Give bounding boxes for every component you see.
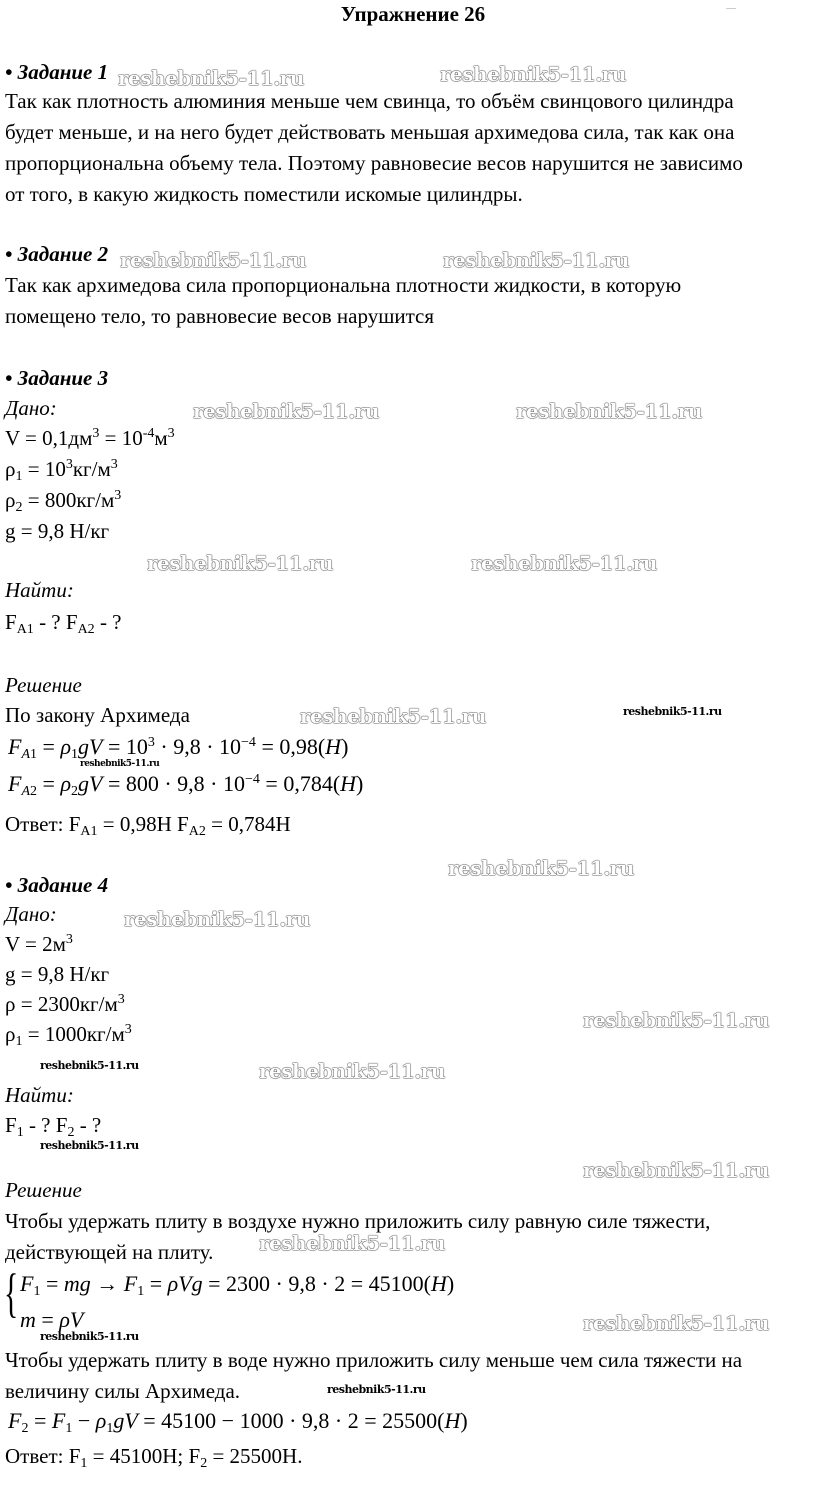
task4-answer: Ответ: $F_1 = 45100Н$; $F_2 = 25500Н$. xyxy=(5,1444,303,1471)
task3-given-label: Дано: xyxy=(5,396,57,420)
task4-text-2-line: величину силы Архимеда. xyxy=(5,1379,241,1403)
task4-equation-2: m = ρV xyxy=(20,1307,84,1332)
task3-given-g: g = 9,8 Н/кг xyxy=(5,519,110,543)
watermark: reshebnik5-11.ru xyxy=(440,62,626,86)
task3-heading: • Задание 3 xyxy=(5,366,109,390)
task4-solution-label: Решение xyxy=(5,1178,82,1202)
watermark-small: reshebnik5-11.ru xyxy=(623,705,722,718)
task2-heading: • Задание 2 xyxy=(5,242,109,266)
task4-given-rho1: $\rho_1 = 1000кг/м^3$ xyxy=(5,1022,132,1049)
task4-equation-1: $F_1$ = mg → $F_1 = \rho Vg = 2300 \cdot 9,8 \cdot 2 = 45100(H)$ xyxy=(20,1271,455,1299)
task3-answer: Ответ: $F_{A1} = 0,98Н$ $F_{A2} = 0,784Н$ xyxy=(5,812,291,839)
watermark: reshebnik5-11.ru xyxy=(120,248,306,272)
watermark: reshebnik5-11.ru xyxy=(259,1059,445,1083)
task4-find-label: Найти: xyxy=(5,1083,74,1107)
watermark: reshebnik5-11.ru xyxy=(193,399,379,423)
task4-given-label: Дано: xyxy=(5,902,57,926)
watermark: reshebnik5-11.ru xyxy=(448,856,634,880)
watermark-small: reshebnik5-11.ru xyxy=(40,1059,139,1072)
task2-text xyxy=(5,270,821,332)
watermark: reshebnik5-11.ru xyxy=(147,551,333,575)
task2-line: Так как архимедова сила пропорциональна плотности жидкости, в которую xyxy=(5,273,682,297)
task4-find: $F_1$ - ? $F_2$ - ? xyxy=(5,1113,102,1140)
watermark: reshebnik5-11.ru xyxy=(118,66,304,90)
task3-equation-2: $F_{A2} = \rho_2gV = 800 \cdot 9,8 \cdot 10^{-4} = 0,784(H)$ xyxy=(8,771,364,799)
task1-line: пропорциональна объему тела. Поэтому равновесие весов нарушится не зависимо xyxy=(5,151,743,175)
task4-text-1-line: Чтобы удержать плиту в воздухе нужно приложить силу равную силе тяжести, xyxy=(5,1209,711,1233)
task2-line: помещено тело, то равновесие весов нарушится xyxy=(5,304,435,328)
task3-find: $F_{A1}$ - ? $F_{A2}$ - ? xyxy=(5,610,122,637)
watermark: reshebnik5-11.ru xyxy=(300,704,486,728)
watermark: reshebnik5-11.ru xyxy=(124,907,310,931)
task3-equation-1: $F_{A1} = \rho_1gV = 10^3 \cdot 9,8 \cdot 10^{-4} = 0,98(H)$ xyxy=(8,734,349,762)
task4-heading: • Задание 4 xyxy=(5,873,109,897)
watermark: reshebnik5-11.ru xyxy=(583,1311,769,1335)
watermark-small: reshebnik5-11.ru xyxy=(40,1330,139,1343)
watermark: reshebnik5-11.ru xyxy=(583,1008,769,1032)
task4-given-g: g = 9,8 Н/кг xyxy=(5,962,110,986)
task1-heading: • Задание 1 xyxy=(5,60,109,84)
task1-text xyxy=(5,86,821,210)
task1-line: будет меньше, и на него будет действовать меньшая архимедова сила, так как она xyxy=(5,120,735,144)
task3-find-label: Найти: xyxy=(5,578,74,602)
task4-text-1-line: действующей на плиту. xyxy=(5,1240,214,1264)
page-title: Упражнение 26 xyxy=(340,2,486,26)
task4-text-2 xyxy=(5,1345,821,1407)
watermark: reshebnik5-11.ru xyxy=(583,1158,769,1182)
watermark: reshebnik5-11.ru xyxy=(259,1231,445,1255)
task3-given-rho2: $\rho_2 = 800кг/м^3$ xyxy=(5,488,122,515)
watermark-small: reshebnik5-11.ru xyxy=(40,1139,139,1152)
task4-given-volume: $V = 2м^3$ xyxy=(5,932,73,956)
task3-given-volume: $V = 0,1дм^3 = 10^{-4}м^3$ xyxy=(5,426,175,450)
task4-given-rho: $\rho = 2300кг/м^3$ xyxy=(5,992,125,1016)
watermark-small: reshebnik5-11.ru xyxy=(80,759,160,769)
task3-given-rho1: $\rho_1 = 10^3кг/м^3$ xyxy=(5,457,118,484)
system-brace: { xyxy=(4,1263,19,1323)
task1-line: от того, в какую жидкость поместили искомые цилиндры. xyxy=(5,182,523,206)
task3-law: По закону Архимеда xyxy=(5,703,190,727)
watermark-small: reshebnik5-11.ru xyxy=(327,1383,426,1396)
watermark: reshebnik5-11.ru xyxy=(443,248,629,272)
task3-solution-label: Решение xyxy=(5,673,82,697)
task1-line: Так как плотность алюминия меньше чем свинца, то объём свинцового цилиндра xyxy=(5,89,734,113)
watermark: reshebnik5-11.ru xyxy=(471,551,657,575)
task4-text-2-line: Чтобы удержать плиту в воде нужно приложить силу меньше чем сила тяжести на xyxy=(5,1348,743,1372)
watermark: reshebnik5-11.ru xyxy=(516,399,702,423)
task4-equation-3: $F_2 = F_1 - \rho_1gV = 45100 - 1000 \cdot 9,8 \cdot 2 = 25500(H)$ xyxy=(8,1408,468,1436)
